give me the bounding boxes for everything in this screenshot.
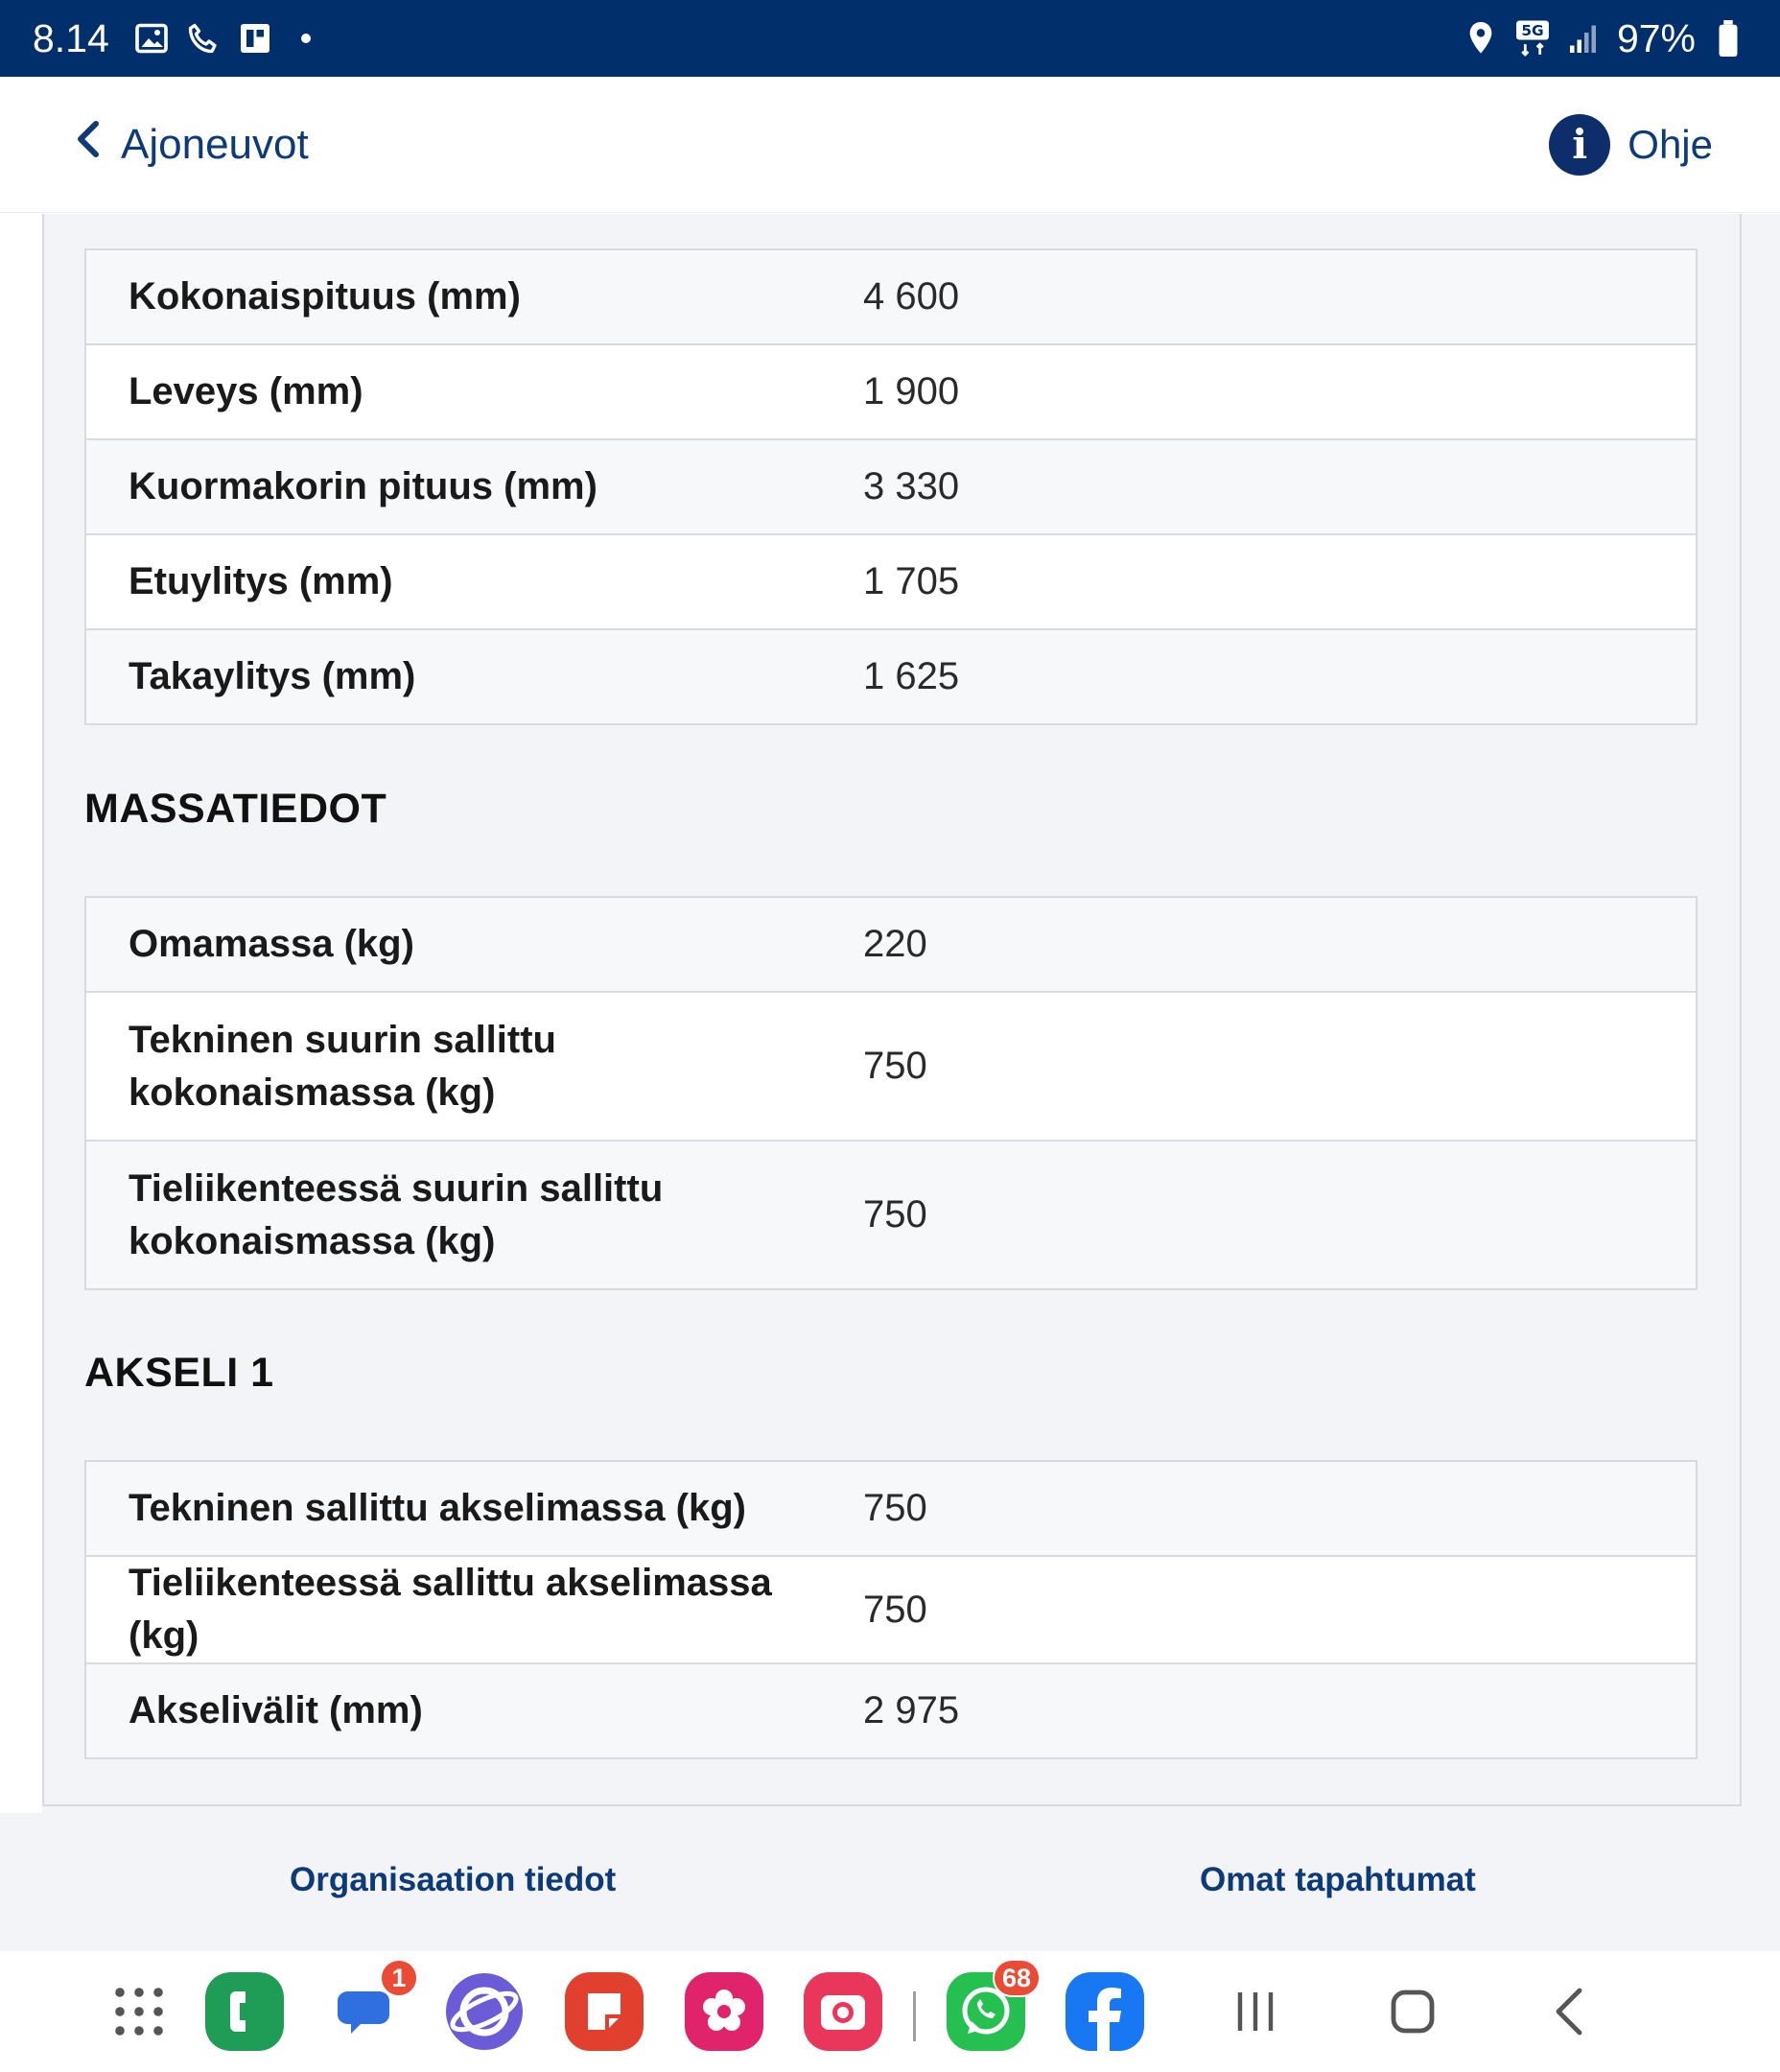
row-label: Takaylitys (mm) (85, 629, 863, 724)
row-label: Kuormakorin pituus (mm) (85, 439, 863, 534)
table-row (85, 629, 1697, 724)
status-time: 8.14 (33, 15, 109, 60)
dimensions-table (84, 248, 1698, 725)
flipboard-icon (236, 19, 274, 58)
signal-icon (1565, 19, 1604, 58)
row-label: Kokonaispituus (mm) (85, 249, 863, 344)
footer-links (0, 1813, 1780, 1951)
help-button[interactable] (1549, 114, 1713, 176)
row-label: Leveys (mm) (85, 344, 863, 439)
row-label: Tekninen sallittu akselimassa (kg) (85, 1461, 863, 1556)
row-label: Tekninen suurin sallittu kokonaismassa (kg) (85, 992, 863, 1141)
phone-icon (184, 19, 222, 58)
whatsapp-app-icon[interactable] (947, 1963, 1031, 2051)
phone-app-bg (205, 1972, 284, 2051)
table-row (85, 1141, 1697, 1289)
status-bar (0, 0, 1780, 77)
row-value: 220 (863, 897, 1697, 992)
mass-section-title: MASSATIEDOT (84, 786, 387, 832)
dock-divider (913, 1991, 916, 2041)
table-row (85, 1663, 1697, 1758)
mass-table (84, 896, 1698, 1290)
recents-icon[interactable] (1216, 1972, 1295, 2051)
whatsapp-badge: 68 (993, 1959, 1041, 1997)
table-row (85, 1461, 1697, 1556)
gallery-center (717, 2005, 731, 2018)
network-5g-icon (1513, 19, 1552, 58)
internet-app-icon[interactable] (445, 1972, 524, 2051)
app-header (0, 77, 1780, 213)
row-value: 2 975 (863, 1663, 1697, 1758)
row-label: Omamassa (kg) (85, 897, 863, 992)
table-row (85, 1556, 1697, 1663)
row-value: 750 (863, 1556, 1697, 1663)
table-row (85, 439, 1697, 534)
back-button[interactable] (77, 120, 309, 169)
table-row (85, 897, 1697, 992)
table-row (85, 344, 1697, 439)
info-icon: i (1549, 114, 1610, 176)
table-row (85, 534, 1697, 629)
table-row (85, 249, 1697, 344)
organization-info-link[interactable]: Organisaation tiedot (290, 1861, 617, 1898)
own-events-link[interactable]: Omat tapahtumat (1200, 1861, 1476, 1898)
help-label: Ohje (1628, 121, 1713, 167)
battery-icon (1709, 19, 1747, 58)
row-value: 750 (863, 1461, 1697, 1556)
row-value: 750 (863, 1141, 1697, 1289)
notification-dot (301, 34, 311, 43)
row-value: 3 330 (863, 439, 1697, 534)
phone-app-icon[interactable] (205, 1972, 284, 2051)
status-left (33, 16, 311, 61)
facebook-app-icon[interactable] (1066, 1972, 1144, 2051)
row-value: 1 900 (863, 344, 1697, 439)
messages-badge: 1 (380, 1959, 418, 1997)
row-value: 750 (863, 992, 1697, 1141)
network-label: 5G (1521, 21, 1544, 39)
row-value: 1 705 (863, 534, 1697, 629)
row-label: Akselivälit (mm) (85, 1663, 863, 1758)
internet-bg (446, 1973, 523, 2050)
row-label: Tieliikenteessä sallittu akselimassa (kg) (85, 1556, 863, 1663)
row-label: Tieliikenteessä suurin sallittu kokonaismassa (kg) (85, 1141, 863, 1289)
back-label: Ajoneuvot (121, 120, 309, 168)
table-row (85, 992, 1697, 1141)
row-value: 1 625 (863, 629, 1697, 724)
camera-app-icon[interactable] (804, 1972, 882, 2051)
status-right (1462, 16, 1747, 61)
axle-table (84, 1460, 1698, 1759)
home-icon[interactable] (1373, 1972, 1452, 2051)
battery-percent: 97% (1616, 15, 1696, 60)
row-value: 4 600 (863, 249, 1697, 344)
gallery-app-icon[interactable] (685, 1972, 763, 2051)
left-gutter (0, 214, 42, 1813)
back-nav-icon[interactable] (1531, 1972, 1609, 2051)
android-nav-bar (0, 1951, 1780, 2072)
notes-app-icon[interactable] (565, 1972, 644, 2051)
gallery-icon (132, 19, 171, 58)
app-drawer-icon[interactable] (100, 1972, 178, 2051)
messages-app-icon[interactable] (324, 1963, 407, 2051)
content-area (0, 214, 1780, 1813)
axle-section-title: AKSELI 1 (84, 1350, 274, 1396)
row-label: Etuylitys (mm) (85, 534, 863, 629)
location-icon (1462, 19, 1500, 58)
chevron-left-icon (77, 120, 100, 169)
